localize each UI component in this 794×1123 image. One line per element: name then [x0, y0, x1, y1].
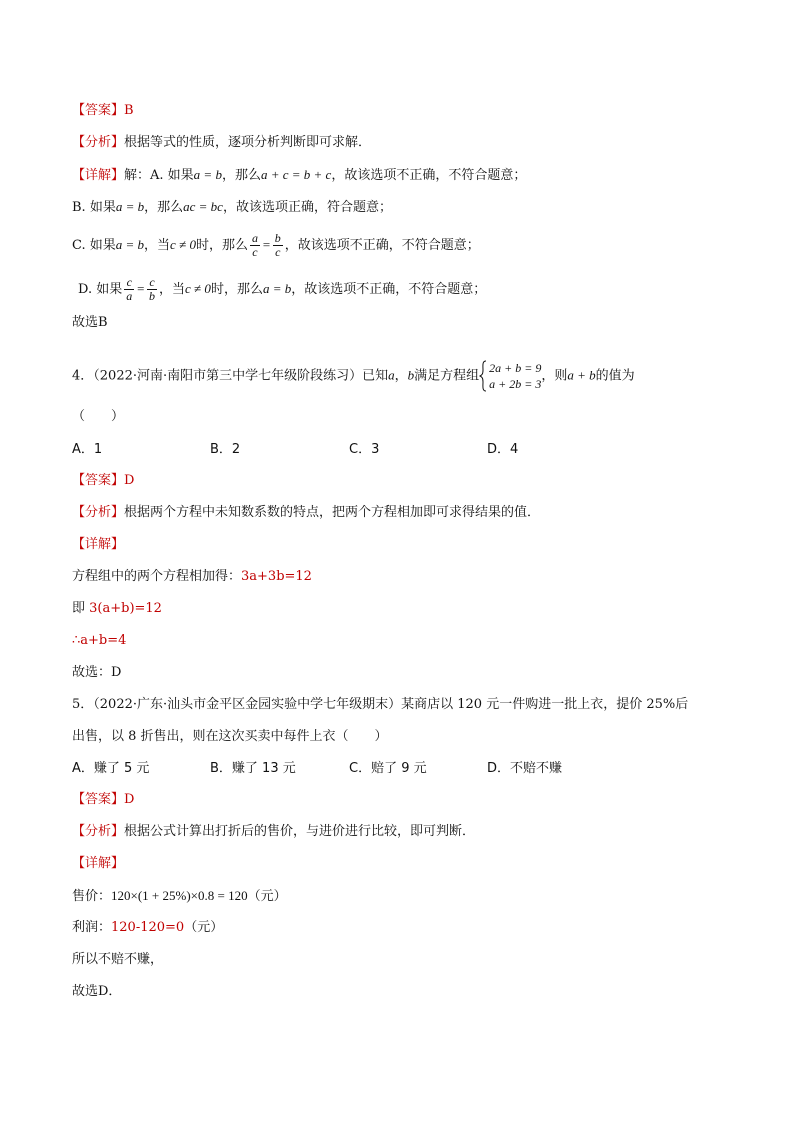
fraction-denominator: c — [252, 245, 258, 259]
detail-a-suffix: ，故该选项不正确，不符合题意； — [331, 168, 527, 183]
q4-answer-line — [72, 471, 134, 491]
equation-system — [479, 360, 541, 392]
c-expr1: a = b — [115, 237, 145, 252]
q5-result: 所以不赔不赚， — [72, 952, 164, 967]
q5-price-line — [72, 886, 287, 907]
fraction-denominator: b — [149, 289, 156, 303]
fraction-numerator: c — [147, 276, 157, 290]
q4-comma: ， — [394, 368, 408, 384]
q4-option-a: A．1 — [72, 442, 103, 457]
q5-option-b: B．赚了 13 元 — [210, 761, 296, 776]
q3-conclusion: 故选B — [72, 315, 108, 330]
d-expr: a = b — [262, 281, 292, 296]
fraction-denominator: a — [126, 289, 133, 303]
c-fraction-2 — [273, 232, 283, 259]
q4-step-2 — [72, 599, 162, 619]
equation-1: 2a + b = 9 — [489, 361, 542, 375]
fraction-numerator: c — [124, 276, 134, 290]
q4-expr: a + b — [567, 367, 596, 383]
answer-value: D — [124, 792, 135, 807]
left-brace-icon — [479, 360, 487, 392]
q5-stem-line-2: 出售，以 8 折售出，则在这次买卖中每件上衣（ ） — [72, 729, 388, 744]
fraction-numerator: a — [251, 231, 258, 245]
q4-stem-mid: 满足方程组 — [414, 368, 480, 384]
q3-answer-line — [72, 101, 134, 121]
step-2-text: 即 — [72, 601, 90, 616]
answer-value: D — [124, 473, 135, 488]
q4-step-3 — [72, 631, 126, 651]
detail-a-expr2: a + c = b + c — [260, 167, 332, 182]
detail-tag: 【详解】 — [72, 168, 125, 183]
detail-a-expr1: a = b — [193, 167, 222, 182]
fraction-numerator: b — [274, 231, 281, 245]
profit-label: 利润： — [72, 920, 112, 935]
c-suffix: ，故该选项不正确，不符合题意； — [284, 238, 480, 253]
q4-paren: （ ） — [72, 409, 125, 424]
q5-option-d: D．不赔不赚 — [487, 761, 563, 776]
answer-tag: 【答案】 — [72, 792, 125, 807]
analysis-text: 根据公式计算出打折后的售价，与进价进行比较，即可判断． — [124, 824, 476, 839]
q4-analysis-line — [72, 503, 540, 523]
q5-conclusion: 故选D． — [72, 984, 122, 999]
price-label: 售价： — [72, 889, 112, 904]
q4-stem-after: ，则 — [541, 368, 568, 384]
answer-tag: 【答案】 — [72, 103, 125, 118]
d-cond: c ≠ 0 — [185, 281, 211, 296]
step-1-expr: 3a+3b=12 — [241, 569, 312, 584]
q4-var-b: b — [407, 367, 415, 383]
detail-tag: 【详解】 — [72, 537, 125, 552]
d-fraction-2 — [147, 276, 157, 303]
q4-var-a: a — [388, 367, 395, 383]
d-equals: = — [136, 281, 146, 296]
q5-detail-line — [72, 854, 124, 874]
q4-step-1 — [72, 567, 312, 587]
detail-a-prefix: 解：A. 如果 — [124, 168, 194, 183]
c-mid1: ，当 — [144, 238, 171, 253]
step-1-text: 方程组中的两个方程相加得： — [72, 569, 242, 584]
q3-b-line — [72, 197, 392, 218]
q5-analysis-line — [72, 822, 475, 842]
analysis-text: 根据两个方程中未知数系数的特点，把两个方程相加即可求得结果的值． — [124, 505, 541, 520]
analysis-tag: 【分析】 — [72, 135, 125, 150]
b-mid: ，那么 — [144, 200, 184, 215]
q5-option-a: A．赚了 5 元 — [72, 761, 150, 776]
d-suffix: ，故该选项不正确，不符合题意； — [291, 282, 487, 297]
step-3-expr: ∴a+b=4 — [72, 633, 127, 648]
detail-tag: 【详解】 — [72, 856, 125, 871]
analysis-text: 根据等式的性质，逐项分析判断即可求解． — [124, 135, 372, 150]
q5-profit-line — [72, 918, 223, 938]
q5-stem-line-1: 5．（2022·广东·汕头市金平区金园实验中学七年级期末）某商店以 120 元一件购进一批上衣，提价 25%后 — [72, 697, 689, 712]
d-prefix: D. 如果 — [78, 282, 123, 297]
profit-expr: 120-120=0 — [111, 920, 185, 935]
d-fraction-1 — [124, 276, 134, 303]
q4-conclusion: 故选：D — [72, 665, 122, 680]
q4-option-d: D．4 — [487, 442, 519, 457]
c-equals: = — [261, 237, 271, 252]
fraction-denominator: c — [275, 245, 281, 259]
answer-value: B — [124, 103, 134, 118]
d-mid1: ，当 — [159, 282, 186, 297]
price-unit: （元） — [247, 889, 287, 904]
q4-detail-line — [72, 535, 124, 555]
b-suffix: ，故该选项正确，符合题意； — [222, 200, 392, 215]
q5-answer-line — [72, 790, 134, 810]
q3-d-line — [78, 276, 486, 303]
step-2-expr: 3(a+b)=12 — [89, 601, 162, 616]
q4-option-b: B．2 — [210, 442, 241, 457]
profit-unit: （元） — [184, 920, 224, 935]
d-mid2: 时，那么 — [210, 282, 263, 297]
c-cond: c ≠ 0 — [170, 237, 196, 252]
q3-analysis-line — [72, 133, 371, 153]
price-expr: 120×(1 + 25%)×0.8 = 120 — [111, 888, 248, 903]
b-prefix: B. 如果 — [72, 200, 116, 215]
q4-stem-suffix: 的值为 — [595, 368, 635, 384]
equation-2: a + 2b = 3 — [489, 377, 542, 391]
q4-stem-prefix: 4．（2022·河南·南阳市第三中学七年级阶段练习）已知 — [72, 368, 389, 384]
q4-stem — [72, 360, 635, 392]
analysis-tag: 【分析】 — [72, 505, 125, 520]
detail-a-mid: ，那么 — [221, 168, 261, 183]
c-fraction-1 — [250, 232, 260, 259]
b-expr1: a = b — [115, 199, 145, 214]
q4-option-c: C．3 — [349, 442, 380, 457]
b-expr2: ac = bc — [183, 199, 223, 214]
analysis-tag: 【分析】 — [72, 824, 125, 839]
q3-c-line — [72, 232, 480, 259]
answer-tag: 【答案】 — [72, 473, 125, 488]
c-prefix: C. 如果 — [72, 238, 116, 253]
c-mid2: 时，那么 — [195, 238, 248, 253]
q3-detail-a-line — [72, 165, 526, 186]
q5-option-c: C．赔了 9 元 — [349, 761, 427, 776]
